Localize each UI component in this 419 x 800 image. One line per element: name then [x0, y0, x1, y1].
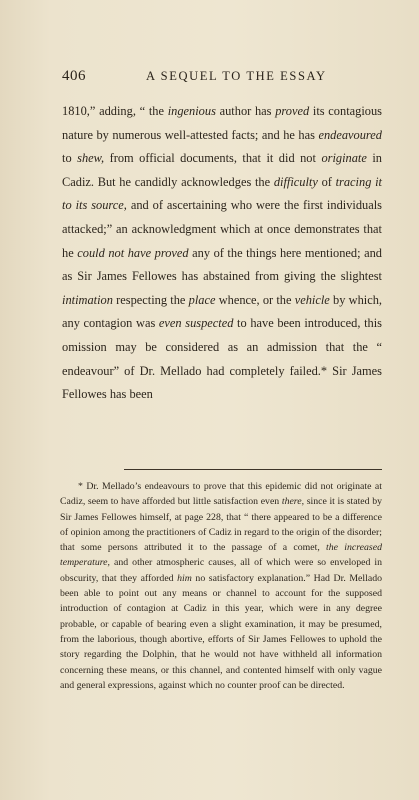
text-run: 1810,” adding, “ the — [62, 104, 168, 118]
text-run: by which, any contagion was — [62, 292, 382, 331]
footnote-divider — [124, 469, 382, 470]
text-run: * Dr. Mellado’s endeavours to prove that this epidemic did not originate at Cadiz, seem to have afforded but little satisfaction even — [60, 481, 382, 508]
page-number: 406 — [62, 68, 86, 84]
italic-run: even suspected — [158, 316, 234, 331]
italic-run: ingenious — [167, 104, 216, 118]
italic-run: the increased temperature, — [60, 542, 382, 569]
text-run: its contagious nature by numerous well-attested facts; and he has — [62, 104, 382, 142]
italic-run: originate — [321, 151, 367, 166]
text-run: and of ascertaining who were the first individuals attacked;” an acknowledgment which at once demonstrates that he — [62, 198, 382, 260]
italic-run: vehicle — [294, 292, 330, 307]
text-run: of — [317, 174, 336, 189]
text-run: whence, or the — [215, 292, 295, 307]
italic-run: intimation — [62, 292, 113, 307]
text-run: any of the things here mentioned; and as Sir James Fellowes has abstained from giving the slightest — [62, 245, 382, 284]
italic-run: tracing it to its source, — [62, 174, 382, 213]
running-head: A SEQUEL TO THE ESSAY — [146, 69, 327, 83]
italic-run: him — [177, 572, 192, 584]
text-run: and other atmospheric causes, all of which were so enveloped in obscurity, that they afforded — [60, 557, 382, 584]
italic-run: shew, — [77, 151, 105, 166]
text-run: to have been introduced, this omission may be considered as an admission that the “ endeavour” of Dr. Mellado had completely failed.* Sir James Fellowes has been — [62, 316, 382, 402]
text-run: author has — [215, 104, 276, 118]
italic-run: could not have proved — [77, 245, 189, 260]
text-run: from official documents, that it did not — [104, 151, 322, 166]
italic-run: proved — [275, 104, 310, 118]
main-paragraph — [62, 100, 382, 407]
italic-run: difficulty — [273, 174, 318, 189]
text-run: to — [62, 151, 78, 166]
italic-run: place — [188, 292, 216, 307]
footnote — [60, 479, 382, 693]
italic-run: endeavoured — [318, 127, 382, 142]
text-run: since it is stated by Sir James Fellowes himself, at page 228, that “ there appeared to be a difference of opinion among the practitioners of Cadiz in regard to the origin of the disorder; that some persons attributed it to the passage of a comet, — [60, 496, 382, 554]
text-run: no satisfactory explanation.” Had Dr. Mellado been able to point out any means or channel to account for the supposed introduction of contagion at Cadiz in this year, which were in any degree probable, or capable of bearing even a slight examination, it may be presumed, from the laborious, though abortive, efforts of Sir James Fellowes to uphold the story regarding the Dolphin, that he would not have withheld all information concerning these means, or this channel, and contented himself with only vague and general expressions, against which no counter proof can be directed. — [60, 572, 382, 691]
text-run: respecting the — [112, 292, 189, 307]
text-run: in Cadiz. But he candidly acknowledges the — [62, 151, 382, 189]
italic-run: there, — [281, 496, 305, 508]
